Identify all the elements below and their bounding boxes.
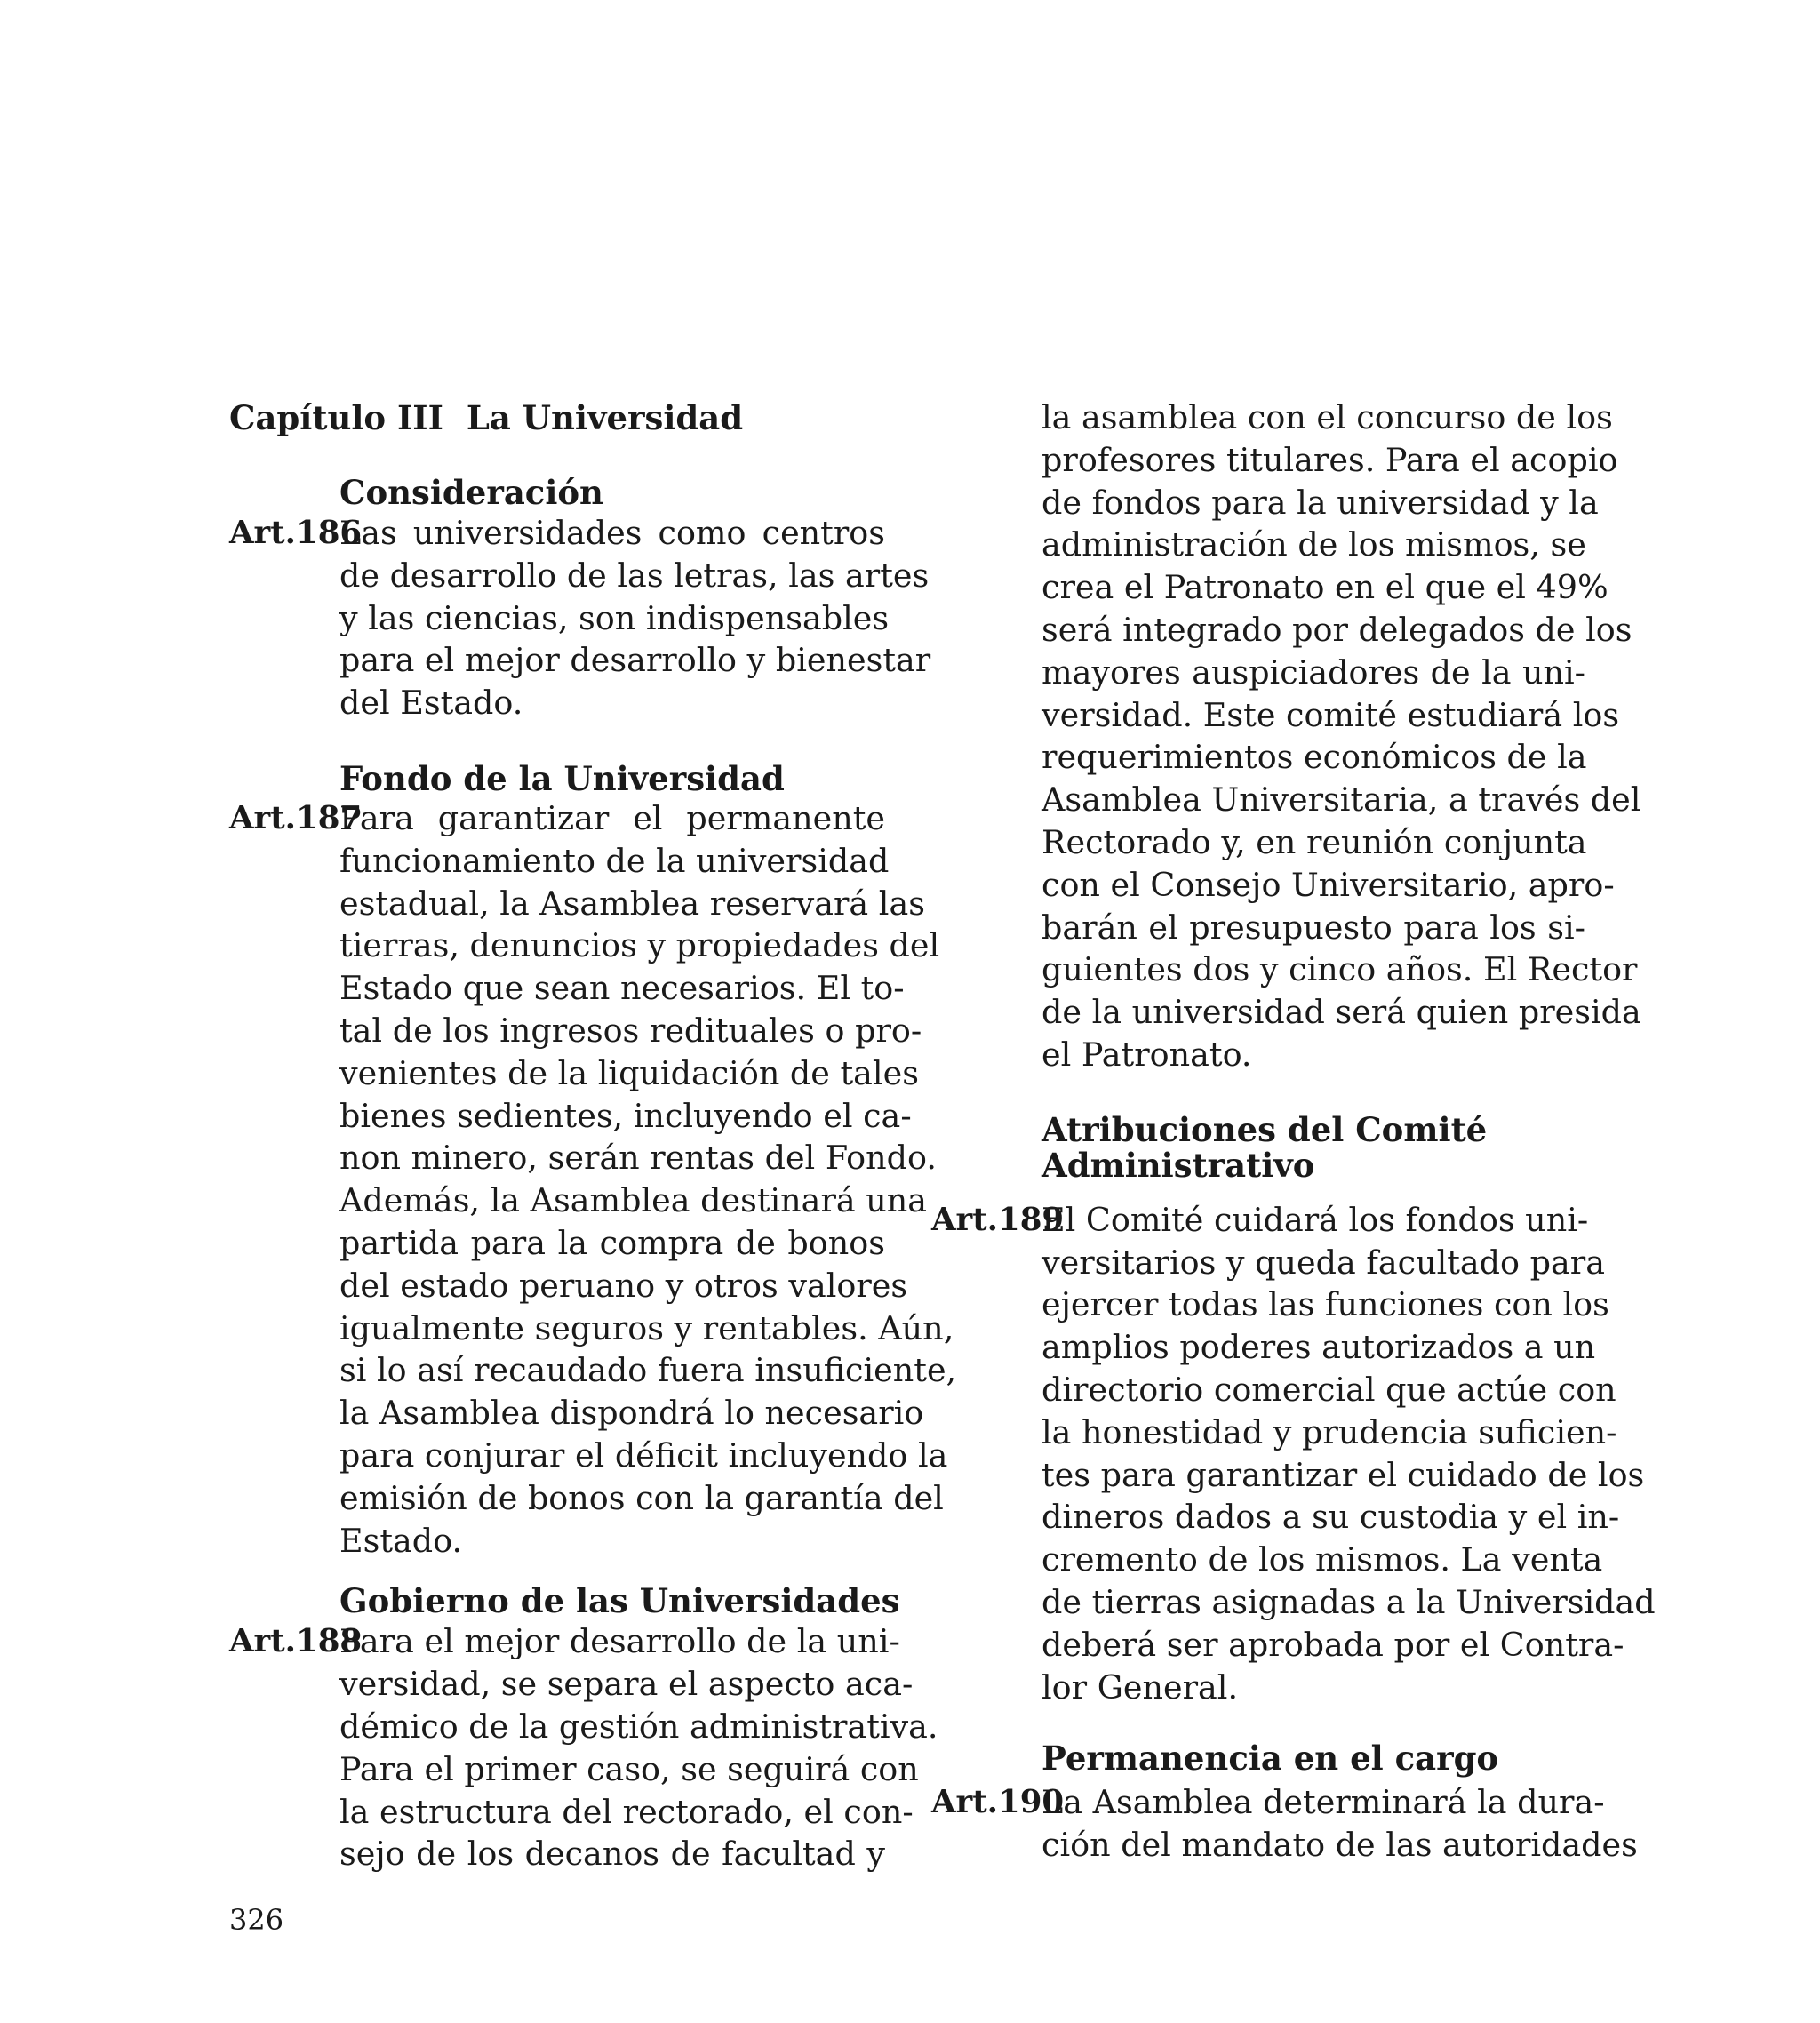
text-line: non minero, serán rentas del Fondo. (339, 1139, 937, 1178)
text-line: démico de la gestión administrativa. (339, 1707, 938, 1746)
text-line: estadual, la Asamblea reservará las (339, 884, 925, 923)
text-line: barán el presupuesto para los si- (1042, 908, 1585, 947)
article-number: Art.190 (931, 1784, 1065, 1821)
left-column (229, 396, 957, 1875)
text-line: profesores titulares. Para el acopio (1042, 440, 1618, 479)
text-line: bienes sedientes, incluyendo el ca- (339, 1096, 912, 1135)
text-line: será integrado por delegados de los (1042, 610, 1632, 649)
text-line: crea el Patronato en el que el 49% (1042, 568, 1608, 607)
text-line: Las universidades como centros (339, 514, 885, 552)
text-line: Para el mejor desarrollo de la uni- (339, 1622, 900, 1661)
text-line: Para el primer caso, se seguirá con (339, 1749, 919, 1788)
text-line: del Estado. (339, 684, 523, 723)
text-line: igualmente seguros y rentables. Aún, (339, 1308, 954, 1347)
text-line: del estado peruano y otros valores (339, 1266, 908, 1305)
text-line: El Comité cuidará los fondos uni- (1042, 1200, 1589, 1239)
text-line: ejercer todas las funciones con los (1042, 1285, 1609, 1324)
text-line: de fondos para la universidad y la (1042, 483, 1599, 522)
text-line: de la universidad será quien presida (1042, 993, 1641, 1032)
text-line: guientes dos y cinco años. El Rector (1042, 950, 1638, 989)
section-heading: Permanencia en el cargo (1042, 1739, 1499, 1779)
text-line: para conjurar el déficit incluyendo la (339, 1435, 948, 1475)
text-line: de desarrollo de las letras, las artes (339, 556, 930, 595)
text-line: Para garantizar el permanente (339, 798, 885, 837)
text-line: Asamblea Universitaria, a través del (1042, 780, 1641, 820)
article-186 (229, 512, 931, 724)
text-line: directorio comercial que actúe con (1042, 1370, 1616, 1409)
text-line: para el mejor desarrollo y bienestar (339, 641, 931, 680)
chapter-label: Capítulo III (229, 398, 443, 437)
article-187 (229, 797, 957, 1562)
article-number: Art.187 (229, 799, 363, 836)
text-line: Estado que sean necesarios. El to- (339, 969, 905, 1008)
text-line: versitarios y queda facultado para (1042, 1243, 1605, 1282)
text-line: y las ciencias, son indispensables (339, 598, 890, 637)
text-line: la Asamblea dispondrá lo necesario (339, 1394, 924, 1433)
text-line: versidad, se separa el aspecto aca- (339, 1665, 914, 1704)
section-heading-line: Atribuciones del Comité (1042, 1109, 1488, 1149)
text-line: Estado. (339, 1521, 463, 1560)
right-column (931, 396, 1656, 1867)
text-line: sejo de los decanos de facultad y (339, 1835, 885, 1874)
section-heading: Fondo de la Universidad (339, 758, 785, 798)
text-line: Rectorado y, en reunión conjunta (1042, 822, 1587, 861)
article-number: Art.186 (229, 515, 363, 551)
article-188 (229, 1620, 938, 1875)
text-line: emisión de bonos con la garantía del (339, 1478, 944, 1517)
text-line: de tierras asignadas a la Universidad (1042, 1582, 1656, 1621)
text-line: el Patronato. (1042, 1035, 1252, 1074)
text-line: la honestidad y prudencia suficien- (1042, 1412, 1617, 1451)
text-line: la estructura del rectorado, el con- (339, 1792, 914, 1831)
article-189 (931, 1199, 1656, 1709)
text-line: amplios poderes autorizados a un (1042, 1328, 1596, 1367)
text-line: requerimientos económicos de la (1042, 738, 1587, 777)
text-line: con el Consejo Universitario, apro- (1042, 865, 1615, 904)
chapter-title (229, 396, 885, 439)
text-line: deberá ser aprobada por el Contra- (1042, 1625, 1624, 1664)
chapter-name: La Universidad (466, 398, 744, 437)
text-line: venientes de la liquidación de tales (339, 1053, 919, 1092)
text-line: versidad. Este comité estudiará los (1042, 695, 1620, 734)
text-line: tes para garantizar el cuidado de los (1042, 1455, 1645, 1494)
section-heading (931, 1109, 1585, 1185)
article-number: Art.188 (229, 1623, 363, 1660)
text-line: ción del mandato de las autoridades (1042, 1826, 1638, 1865)
text-line: mayores auspiciadores de la uni- (1042, 652, 1585, 692)
text-line: funcionamiento de la universidad (339, 841, 890, 880)
text-line: si lo así recaudado fuera insuficiente, (339, 1351, 957, 1390)
section-heading: Gobierno de las Universidades (339, 1581, 900, 1621)
text-line: lor General. (1042, 1667, 1239, 1707)
article-number: Art.189 (931, 1201, 1065, 1238)
text-line: la asamblea con el concurso de los (1042, 398, 1613, 436)
text-line: partida para la compra de bonos (339, 1223, 885, 1262)
section-heading-line: Administrativo (1042, 1145, 1315, 1185)
text-line: cremento de los mismos. La venta (1042, 1540, 1603, 1579)
text-line: dineros dados a su custodia y el in- (1042, 1498, 1620, 1537)
text-line: tal de los ingresos redituales o pro- (339, 1011, 922, 1050)
section-heading: Consideración (339, 473, 603, 512)
page-number: 326 (229, 1903, 284, 1937)
text-line: La Asamblea determinará la dura- (1042, 1783, 1605, 1822)
article-190 (931, 1781, 1638, 1867)
text-line: tierras, denuncios y propiedades del (339, 926, 940, 965)
text-line: Además, la Asamblea destinará una (339, 1181, 928, 1220)
text-line: administración de los mismos, se (1042, 525, 1586, 564)
